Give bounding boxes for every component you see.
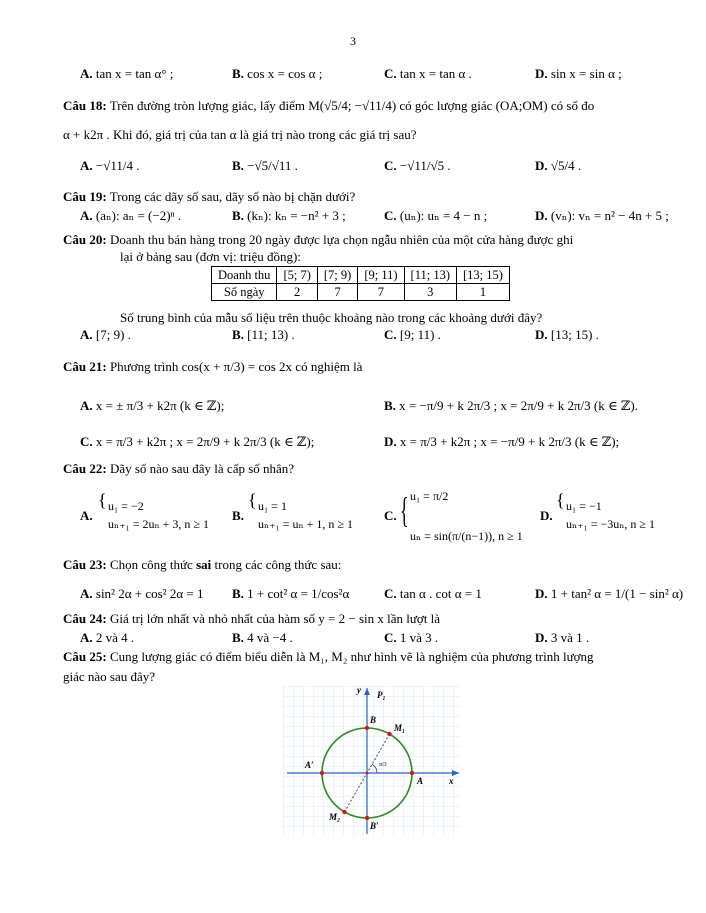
label-x-axis: x <box>449 776 454 786</box>
q19-option-b: B. (kₙ): kₙ = −n² + 3 ; <box>232 208 346 223</box>
q17-option-d: D. sin x = sin α ; <box>535 66 622 81</box>
table-cell: Doanh thu <box>212 267 277 284</box>
q23-option-d: D. 1 + tan² α = 1/(1 − sin² α) <box>535 586 684 601</box>
q22-brace-c: { <box>400 490 409 530</box>
q21-option-d: D. x = π/3 + k2π ; x = −π/9 + k 2π/3 (k ∈ ℤ); <box>384 434 620 449</box>
frequency-table <box>211 266 510 301</box>
q22-option-b-line1: u₁ = 1 <box>258 499 287 513</box>
q19-option-c: C. (uₙ): uₙ = 4 − n ; <box>384 208 488 223</box>
q22-option-c-line1: u₁ = π/2 <box>410 489 449 503</box>
q22-option-d-label: D. <box>540 508 553 523</box>
q23-stem: Câu 23: Chọn công thức sai trong các công thức sau: <box>63 557 342 572</box>
q22-option-a-line2: uₙ₊₁ = 2uₙ + 3, n ≥ 1 <box>108 517 210 531</box>
table-cell: Số ngày <box>212 284 277 301</box>
label-angle: π/3 <box>379 762 387 768</box>
q17-option-c: C. tan x = tan α . <box>384 66 472 81</box>
q24-option-d: D. 3 và 1 . <box>535 630 590 645</box>
q21-stem: Câu 21: Phương trình cos(x + π/3) = cos 2x có nghiệm là <box>63 359 363 374</box>
q22-option-c-label: C. <box>384 508 397 523</box>
point-a-prime <box>320 771 324 775</box>
table-cell: [7; 9) <box>317 267 357 284</box>
table-cell: 7 <box>317 284 357 301</box>
table-cell: [11; 13) <box>404 267 456 284</box>
q24-option-b: B. 4 và −4 . <box>232 630 293 645</box>
q22-option-a-line1: u₁ = −2 <box>108 499 144 513</box>
point-m2 <box>342 810 346 814</box>
point-a <box>410 771 414 775</box>
q17-option-b: B. cos x = cos α ; <box>232 66 323 81</box>
q21-option-a: A. x = ± π/3 + k2π (k ∈ ℤ); <box>80 398 225 413</box>
q22-option-c-line2: uₙ = sin(π/(n−1)), n ≥ 1 <box>410 529 523 543</box>
q19-option-d: D. (vₙ): vₙ = n² − 4n + 5 ; <box>535 208 669 223</box>
q21-option-c: C. x = π/3 + k2π ; x = 2π/9 + k 2π/3 (k ∈ ℤ); <box>80 434 315 449</box>
table-cell: [9; 11) <box>358 267 404 284</box>
q19-stem: Câu 19: Trong các dãy số sau, dãy số nào bị chặn dưới? <box>63 189 356 204</box>
q20-option-c: C. [9; 11) . <box>384 327 441 342</box>
q20-option-a: A. [7; 9) . <box>80 327 131 342</box>
q22-brace-d: { <box>556 490 565 510</box>
q25-stem-2: giác nào sau đây? <box>63 669 156 684</box>
table-cell: [5; 7) <box>277 267 317 284</box>
q22-option-a-label: A. <box>80 508 93 523</box>
q22-option-d-line2: uₙ₊₁ = −3uₙ, n ≥ 1 <box>566 517 656 531</box>
q23-option-a: A. sin² 2α + cos² 2α = 1 <box>80 586 204 601</box>
q20-stem-3: Số trung bình của mẫu số liệu trên thuộc khoảng nào trong các khoảng dưới đây? <box>120 310 543 325</box>
q17-option-a: A. tan x = tan α° ; <box>80 66 174 81</box>
label-p1: P₁ <box>377 690 386 700</box>
point-m1 <box>387 732 391 736</box>
q18-option-a: A. −√11/4 . <box>80 158 140 173</box>
q24-stem: Câu 24: Giá trị lớn nhất và nhỏ nhất của hàm số y = 2 − sin x lần lượt là <box>63 611 441 626</box>
q22-option-d-line1: u₁ = −1 <box>566 499 602 513</box>
q22-brace-b: { <box>248 490 257 510</box>
q25-stem: Câu 25: Cung lượng giác có điểm biểu diễn là M₁, M₂ như hình vẽ là nghiệm của phương trình lượng <box>63 649 594 664</box>
label-b-prime: B′ <box>370 821 379 831</box>
q20-stem-2: lại ở bảng sau (đơn vị: triệu đồng): <box>120 249 301 264</box>
table-cell: 1 <box>457 284 510 301</box>
q18-option-c: C. −√11/√5 . <box>384 158 451 173</box>
label-y-axis: y <box>357 686 361 695</box>
q22-option-b-line2: uₙ₊₁ = uₙ + 1, n ≥ 1 <box>258 517 354 531</box>
q18-stem: Câu 18: Trên đường tròn lượng giác, lấy điểm M(√5/4; −√11/4) có góc lượng giác (OA;OM) có số đo <box>63 98 595 113</box>
unit-circle-figure <box>283 686 461 836</box>
table-cell: [13; 15) <box>457 267 510 284</box>
table-cell: 7 <box>358 284 404 301</box>
q20-option-d: D. [13; 15) . <box>535 327 599 342</box>
q24-option-a: A. 2 và 4 . <box>80 630 135 645</box>
q22-stem: Câu 22: Dãy số nào sau đây là cấp số nhân? <box>63 461 295 476</box>
q22-brace-a: { <box>98 490 107 510</box>
table-cell: 3 <box>404 284 456 301</box>
q18-option-b: B. −√5/√11 . <box>232 158 298 173</box>
q24-option-c: C. 1 và 3 . <box>384 630 439 645</box>
q23-option-b: B. 1 + cot² α = 1/cos²α <box>232 586 350 601</box>
table-row <box>212 284 510 301</box>
table-cell: 2 <box>277 284 317 301</box>
page-number: 3 <box>350 34 356 48</box>
point-b-prime <box>365 816 369 820</box>
q19-option-a: A. (aₙ): aₙ = (−2)ⁿ . <box>80 208 182 223</box>
label-a-prime: A′ <box>305 760 314 770</box>
q22-option-b-label: B. <box>232 508 244 523</box>
label-b: B <box>370 715 377 725</box>
q18-option-d: D. √5/4 . <box>535 158 582 173</box>
table-row <box>212 267 510 284</box>
q20-stem: Câu 20: Doanh thu bán hàng trong 20 ngày được lựa chọn ngẫu nhiên của một cửa hàng được ghi <box>63 232 574 247</box>
label-m1: M₁ <box>394 723 406 733</box>
q21-option-b: B. x = −π/9 + k 2π/3 ; x = 2π/9 + k 2π/3 (k ∈ ℤ). <box>384 398 638 413</box>
q23-option-c: C. tan α . cot α = 1 <box>384 586 482 601</box>
q18-stem-2: α + k2π . Khi đó, giá trị của tan α là giá trị nào trong các giá trị sau? <box>63 127 417 142</box>
point-b <box>365 726 369 730</box>
origin-point <box>366 772 369 775</box>
label-m2: M₂ <box>329 812 341 822</box>
label-a: A <box>417 776 424 786</box>
q20-option-b: B. [11; 13) . <box>232 327 295 342</box>
